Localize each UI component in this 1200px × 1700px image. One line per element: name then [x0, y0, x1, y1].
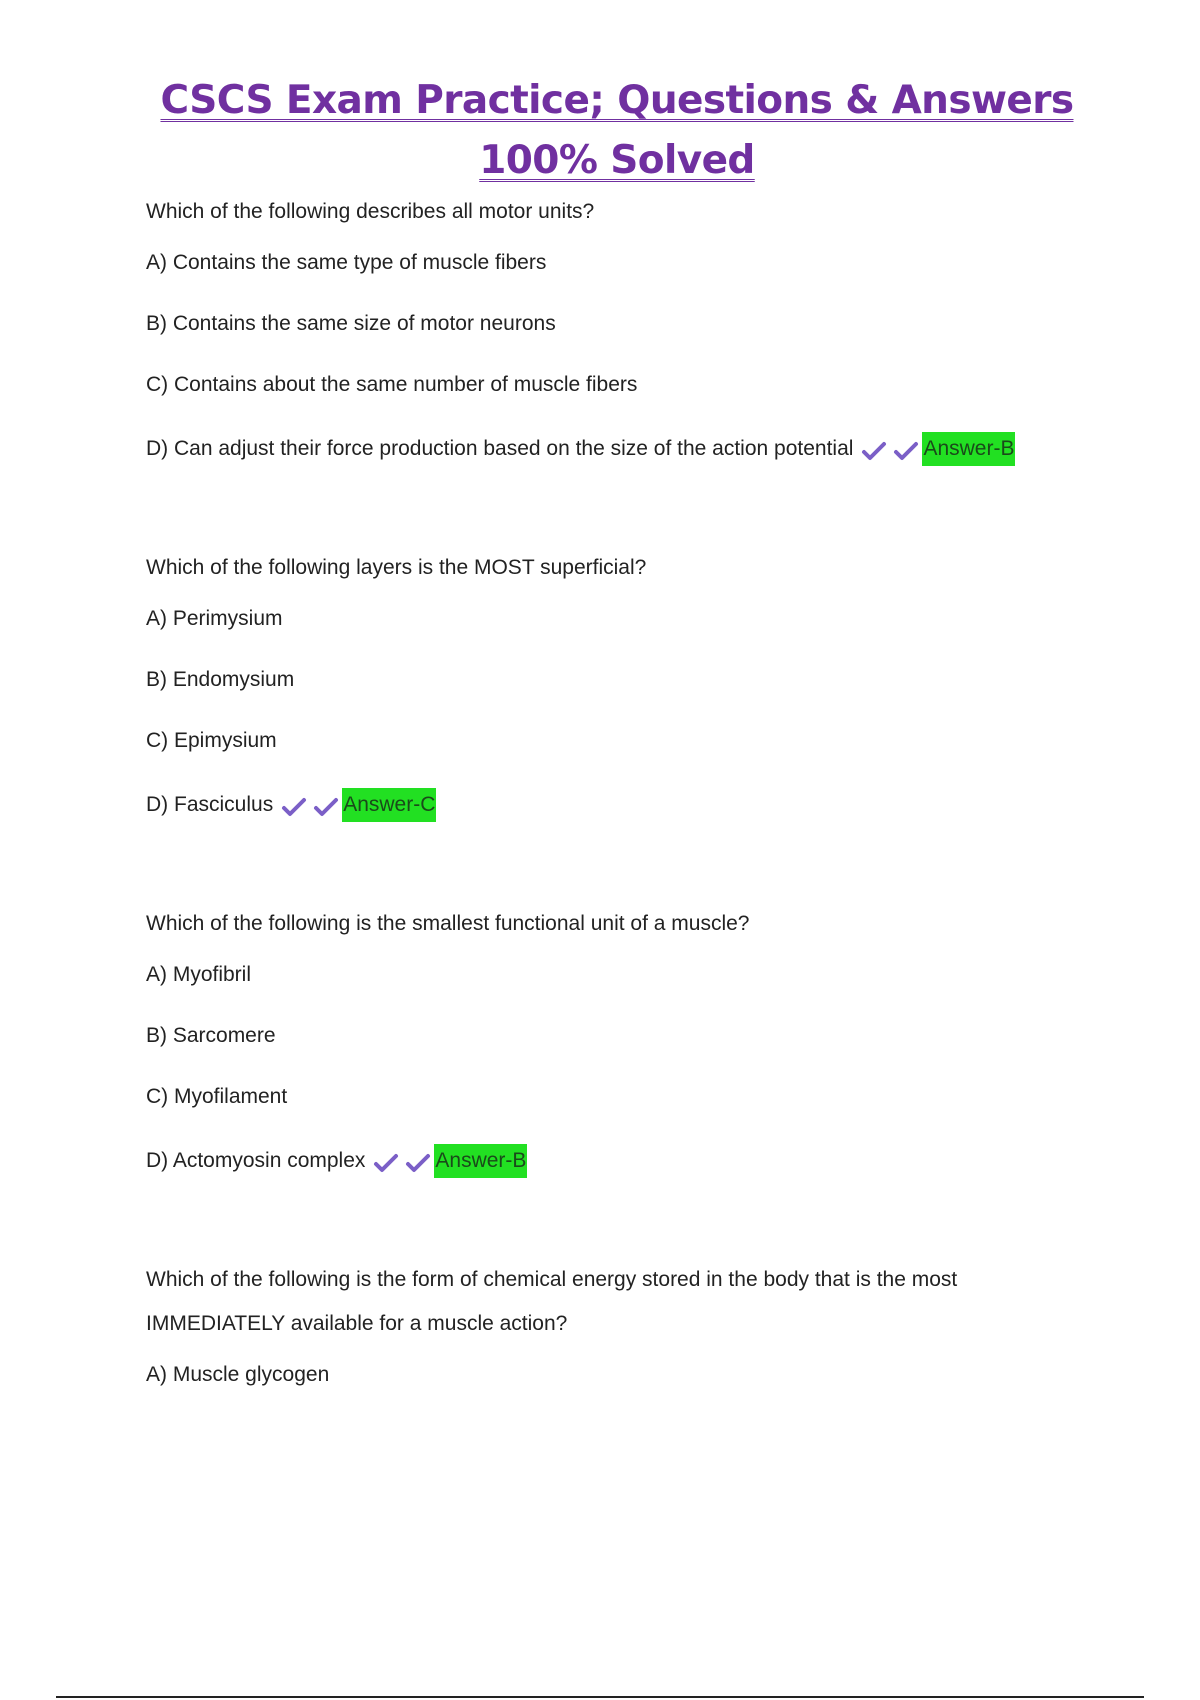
document-subtitle: 100% Solved: [479, 138, 755, 183]
option-a: A) Contains the same type of muscle fibers: [146, 251, 547, 274]
question-text: Which of the following describes all motor units?: [146, 200, 595, 223]
option-c: C) Contains about the same number of muscle fibers: [146, 373, 638, 396]
option-a: A) Muscle glycogen: [146, 1363, 330, 1386]
check-icon: [861, 441, 887, 461]
question-block: [146, 190, 1096, 466]
page-footer-rule: [56, 1696, 1144, 1698]
check-icon: [373, 1153, 399, 1173]
question-text: Which of the following layers is the MOST superficial?: [146, 556, 647, 579]
option-d: D) Can adjust their force production based on the size of the action potential: [146, 437, 854, 460]
option-c: C) Epimysium: [146, 729, 277, 752]
option-b: B) Endomysium: [146, 668, 295, 691]
question-text-line2: IMMEDIATELY available for a muscle action?: [146, 1312, 568, 1335]
option-d: D) Actomyosin complex: [146, 1149, 366, 1172]
option-a: A) Perimysium: [146, 607, 283, 630]
check-icon: [313, 797, 339, 817]
question-text: Which of the following is the smallest functional unit of a muscle?: [146, 912, 750, 935]
question-block: [146, 902, 1096, 1178]
option-d-row: [146, 1144, 1096, 1178]
answer-highlight: Answer-B: [922, 432, 1015, 466]
option-d-row: [146, 788, 1096, 822]
question-text-line1: Which of the following is the form of chemical energy stored in the body that is the most: [146, 1268, 958, 1291]
option-b: B) Sarcomere: [146, 1024, 276, 1047]
option-b: B) Contains the same size of motor neurons: [146, 312, 556, 335]
option-d: D) Fasciculus: [146, 793, 274, 816]
check-icon: [893, 441, 919, 461]
document-title: CSCS Exam Practice; Questions & Answers: [160, 78, 1074, 123]
option-c: C) Myofilament: [146, 1085, 288, 1108]
question-text: [146, 1258, 1096, 1346]
question-block: [146, 1258, 1096, 1388]
question-list: [146, 190, 1096, 1388]
option-a: A) Myofibril: [146, 963, 252, 986]
check-icon: [281, 797, 307, 817]
check-icon: [405, 1153, 431, 1173]
question-block: [146, 546, 1096, 822]
option-d-row: [146, 432, 1096, 466]
answer-highlight: Answer-B: [434, 1144, 527, 1178]
answer-highlight: Answer-C: [342, 788, 436, 822]
